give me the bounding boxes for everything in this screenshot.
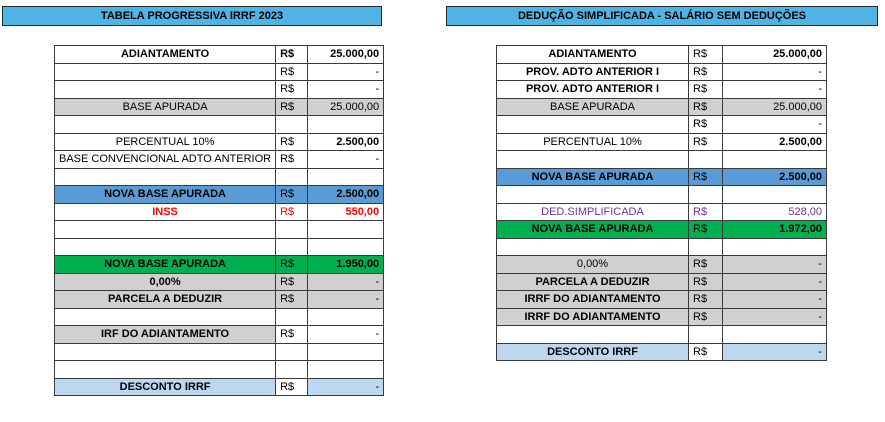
row-label[interactable]	[497, 326, 689, 344]
row-label[interactable]	[55, 63, 276, 81]
row-currency[interactable]	[689, 151, 723, 169]
row-currency[interactable]: R$	[276, 273, 308, 291]
row-currency[interactable]: R$	[276, 46, 308, 64]
row-value[interactable]: -	[308, 378, 384, 396]
row-label[interactable]	[55, 361, 276, 379]
row-label[interactable]: NOVA BASE APURADA	[497, 221, 689, 239]
table-row	[497, 151, 827, 169]
row-currency[interactable]	[689, 238, 723, 256]
row-label[interactable]	[55, 221, 276, 239]
table-row	[55, 256, 384, 274]
row-currency[interactable]	[276, 116, 308, 134]
row-label[interactable]: PARCELA A DEDUZIR	[497, 273, 689, 291]
table-row	[55, 168, 384, 186]
row-currency[interactable]: R$	[689, 221, 723, 239]
row-value[interactable]	[308, 308, 384, 326]
table-row	[55, 186, 384, 204]
row-value[interactable]: -	[723, 343, 827, 361]
row-currency[interactable]: R$	[276, 98, 308, 116]
table-row	[55, 308, 384, 326]
table-row	[55, 133, 384, 151]
table-row	[497, 116, 827, 134]
row-value[interactable]: -	[308, 81, 384, 99]
row-currency[interactable]: R$	[689, 308, 723, 326]
table-row	[55, 203, 384, 221]
table-row	[55, 151, 384, 169]
row-value[interactable]: 25.000,00	[308, 98, 384, 116]
simplified-deduction-table	[496, 45, 827, 361]
table-row	[497, 133, 827, 151]
table-row	[55, 361, 384, 379]
row-currency[interactable]: R$	[689, 203, 723, 221]
table-row	[55, 98, 384, 116]
table-row	[55, 116, 384, 134]
irrf-progressive-table	[54, 45, 384, 396]
row-value[interactable]	[308, 361, 384, 379]
row-currency[interactable]: R$	[276, 81, 308, 99]
row-label[interactable]: PROV. ADTO ANTERIOR I	[497, 81, 689, 99]
row-value[interactable]: 2.500,00	[308, 133, 384, 151]
row-currency[interactable]: R$	[276, 326, 308, 344]
row-label[interactable]	[497, 151, 689, 169]
table-row	[497, 273, 827, 291]
row-value[interactable]	[308, 116, 384, 134]
row-currency[interactable]	[276, 361, 308, 379]
row-value[interactable]: 1.950,00	[308, 256, 384, 274]
row-currency[interactable]: R$	[689, 291, 723, 309]
row-currency[interactable]: R$	[276, 256, 308, 274]
table-row	[497, 186, 827, 204]
row-value[interactable]: -	[308, 63, 384, 81]
row-currency[interactable]: R$	[689, 116, 723, 134]
row-currency[interactable]: R$	[689, 98, 723, 116]
table-row	[55, 326, 384, 344]
row-label[interactable]: BASE APURADA	[497, 98, 689, 116]
row-currency[interactable]	[276, 238, 308, 256]
row-value[interactable]: 2.500,00	[723, 168, 827, 186]
table-row	[497, 343, 827, 361]
table-row	[497, 308, 827, 326]
table-row	[497, 81, 827, 99]
row-value[interactable]: 550,00	[308, 203, 384, 221]
row-value[interactable]: -	[723, 116, 827, 134]
row-label[interactable]: 0,00%	[55, 273, 276, 291]
table-row	[497, 168, 827, 186]
row-label[interactable]: IRRF DO ADIANTAMENTO	[497, 291, 689, 309]
row-label[interactable]: DESCONTO IRRF	[55, 378, 276, 396]
row-label[interactable]	[55, 308, 276, 326]
row-currency[interactable]	[689, 186, 723, 204]
row-value[interactable]: 2.500,00	[723, 133, 827, 151]
right-table-title: DEDUÇÃO SIMPLIFICADA - SALÁRIO SEM DEDUÇÕES	[446, 6, 878, 26]
row-currency[interactable]	[276, 168, 308, 186]
row-value[interactable]	[723, 151, 827, 169]
row-label[interactable]: DESCONTO IRRF	[497, 343, 689, 361]
left-table-title: TABELA PROGRESSIVA IRRF 2023	[2, 6, 382, 26]
row-label[interactable]	[55, 238, 276, 256]
row-currency[interactable]: R$	[689, 168, 723, 186]
row-value[interactable]	[723, 238, 827, 256]
row-value[interactable]	[308, 238, 384, 256]
row-value[interactable]	[308, 221, 384, 239]
row-value[interactable]	[308, 343, 384, 361]
row-currency[interactable]: R$	[276, 291, 308, 309]
row-currency[interactable]: R$	[276, 378, 308, 396]
row-currency[interactable]	[689, 326, 723, 344]
row-value[interactable]: -	[723, 63, 827, 81]
row-label[interactable]: PERCENTUAL 10%	[55, 133, 276, 151]
row-value[interactable]: 25.000,00	[723, 46, 827, 64]
table-row	[497, 221, 827, 239]
row-value[interactable]: 25.000,00	[308, 46, 384, 64]
row-currency[interactable]: R$	[689, 343, 723, 361]
row-currency[interactable]: R$	[276, 203, 308, 221]
row-label[interactable]: NOVA BASE APURADA	[55, 186, 276, 204]
row-currency[interactable]	[276, 308, 308, 326]
table-row	[55, 378, 384, 396]
row-label[interactable]: NOVA BASE APURADA	[55, 256, 276, 274]
row-currency[interactable]: R$	[689, 81, 723, 99]
row-value[interactable]: -	[308, 291, 384, 309]
row-currency[interactable]: R$	[689, 256, 723, 274]
row-currency[interactable]: R$	[276, 186, 308, 204]
table-row	[55, 291, 384, 309]
row-currency[interactable]: R$	[689, 133, 723, 151]
row-label[interactable]: PERCENTUAL 10%	[497, 133, 689, 151]
row-value[interactable]: 2.500,00	[308, 186, 384, 204]
row-value[interactable]: -	[723, 81, 827, 99]
row-label[interactable]	[55, 81, 276, 99]
row-label[interactable]	[497, 238, 689, 256]
row-value[interactable]: -	[723, 308, 827, 326]
row-currency[interactable]	[276, 343, 308, 361]
row-label[interactable]	[497, 186, 689, 204]
row-label[interactable]	[55, 343, 276, 361]
row-currency[interactable]: R$	[276, 63, 308, 81]
table-row	[497, 326, 827, 344]
table-row	[55, 238, 384, 256]
row-value[interactable]: -	[308, 151, 384, 169]
row-value[interactable]: -	[723, 273, 827, 291]
row-label[interactable]: INSS	[55, 203, 276, 221]
row-label[interactable]: BASE APURADA	[55, 98, 276, 116]
table-row	[497, 98, 827, 116]
table-row	[55, 343, 384, 361]
row-label[interactable]	[55, 116, 276, 134]
row-label[interactable]: PARCELA A DEDUZIR	[55, 291, 276, 309]
row-label[interactable]: ADIANTAMENTO	[55, 46, 276, 64]
row-currency[interactable]: R$	[689, 46, 723, 64]
table-row	[497, 256, 827, 274]
table-row	[55, 46, 384, 64]
row-value[interactable]: 25.000,00	[723, 98, 827, 116]
table-row	[55, 63, 384, 81]
row-value[interactable]: 1.972,00	[723, 221, 827, 239]
table-row	[497, 291, 827, 309]
row-label[interactable]: IRRF DO ADIANTAMENTO	[497, 308, 689, 326]
row-label[interactable]: NOVA BASE APURADA	[497, 168, 689, 186]
row-value[interactable]	[723, 186, 827, 204]
row-label[interactable]	[55, 168, 276, 186]
row-label[interactable]	[497, 116, 689, 134]
row-value[interactable]: -	[723, 291, 827, 309]
table-row	[55, 221, 384, 239]
table-row	[497, 46, 827, 64]
row-value[interactable]: 528,00	[723, 203, 827, 221]
row-label[interactable]: 0,00%	[497, 256, 689, 274]
row-currency[interactable]: R$	[276, 133, 308, 151]
row-value[interactable]: -	[723, 256, 827, 274]
row-value[interactable]: -	[308, 273, 384, 291]
row-label[interactable]: ADIANTAMENTO	[497, 46, 689, 64]
row-label[interactable]: DED.SIMPLIFICADA	[497, 203, 689, 221]
row-value[interactable]: -	[308, 326, 384, 344]
row-currency[interactable]: R$	[689, 273, 723, 291]
row-label[interactable]: PROV. ADTO ANTERIOR I	[497, 63, 689, 81]
table-row	[497, 238, 827, 256]
row-currency[interactable]: R$	[689, 63, 723, 81]
row-value[interactable]	[308, 168, 384, 186]
table-row	[55, 273, 384, 291]
table-row	[497, 203, 827, 221]
row-label[interactable]: BASE CONVENCIONAL ADTO ANTERIOR	[55, 151, 276, 169]
row-value[interactable]	[723, 326, 827, 344]
table-row	[55, 81, 384, 99]
table-row	[497, 63, 827, 81]
row-currency[interactable]	[276, 221, 308, 239]
row-label[interactable]: IRF DO ADIANTAMENTO	[55, 326, 276, 344]
row-currency[interactable]: R$	[276, 151, 308, 169]
